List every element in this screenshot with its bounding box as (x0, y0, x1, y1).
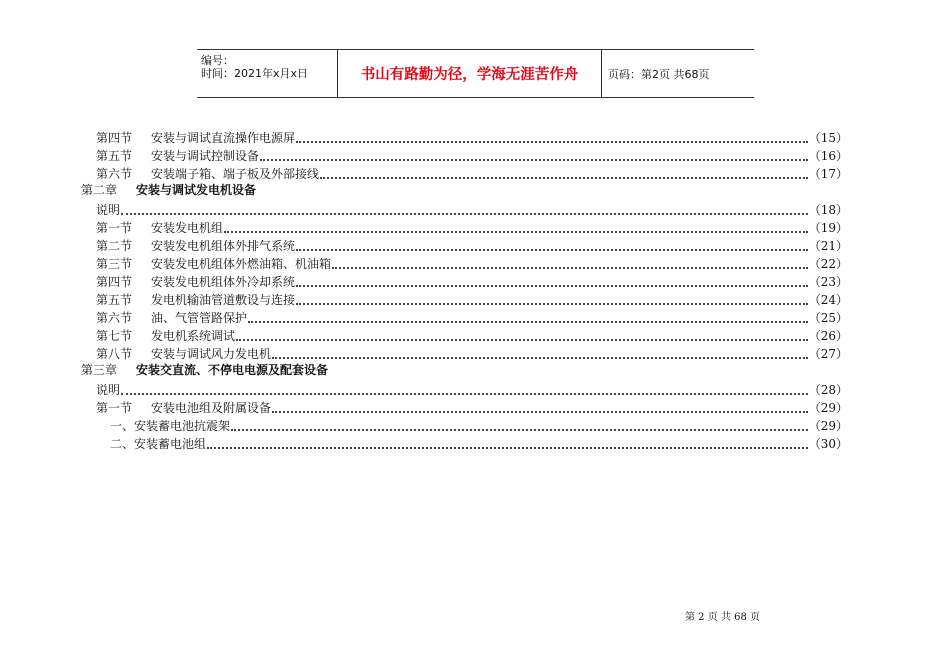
chapter-number: 第二章 (81, 183, 118, 197)
toc-entry[interactable] (96, 309, 848, 326)
toc-entry-title: 二、安装蓄电池组 (110, 437, 207, 451)
toc-chapter-heading[interactable] (81, 363, 328, 380)
header-motto: 书山有路勤为径，学海无涯苦作舟 (338, 50, 602, 97)
toc-leader-dots (332, 267, 808, 269)
toc-entry-number: 第八节 (96, 347, 133, 361)
toc-entry-title: 安装与调试直流操作电源屏 (151, 131, 296, 145)
toc-entry[interactable] (110, 435, 848, 452)
document-number-label: 编号： (201, 54, 234, 67)
toc-leader-dots (121, 393, 808, 395)
page-footer: 第 2 页 共 68 页 (685, 612, 760, 623)
toc-entry-title: 发电机系统调试 (151, 329, 236, 343)
toc-entry-title: 一、安装蓄电池抗震架 (110, 419, 231, 433)
toc-entry-number: 第一节 (96, 221, 133, 235)
toc-entry-page: （26） (808, 329, 848, 343)
toc-entry-title: 安装与调试风力发电机 (151, 347, 272, 361)
toc-leader-dots (224, 231, 808, 233)
toc-entry-title: 安装发电机组体外冷却系统 (151, 275, 296, 289)
toc-entry-number: 说明 (96, 383, 121, 397)
toc-entry-page: （28） (808, 383, 848, 397)
chapter-number: 第三章 (81, 363, 118, 377)
toc-entry[interactable] (96, 129, 848, 146)
toc-entry-number: 第七节 (96, 329, 133, 343)
toc-leader-dots (320, 177, 808, 179)
toc-entry-page: （25） (808, 311, 848, 325)
toc-entry[interactable] (96, 345, 848, 362)
toc-leader-dots (236, 339, 808, 341)
toc-entry-title: 安装端子箱、端子板及外部接线 (151, 167, 320, 181)
toc-entry[interactable] (96, 165, 848, 182)
toc-entry-title: 安装电池组及附属设备 (151, 401, 272, 415)
toc-entry-title: 安装与调试控制设备 (151, 149, 260, 163)
toc-entry-page: （19） (808, 221, 848, 235)
toc-entry[interactable] (110, 417, 848, 434)
toc-entry-page: （18） (808, 203, 848, 217)
toc-entry-page: （29） (808, 401, 848, 415)
toc-entry-page: （15） (808, 131, 848, 145)
header-meta (197, 50, 338, 97)
toc-entry-page: （24） (808, 293, 848, 307)
toc-entry-number: 第二节 (96, 239, 133, 253)
toc-leader-dots (248, 321, 808, 323)
toc-entry[interactable] (96, 237, 848, 254)
toc-entry[interactable] (96, 201, 848, 218)
chapter-title: 安装交直流、不停电电源及配套设备 (136, 363, 329, 377)
toc-leader-dots (296, 249, 808, 251)
toc-entry[interactable] (96, 219, 848, 236)
toc-entry-number: 第六节 (96, 167, 133, 181)
toc-entry-title: 安装发电机组体外燃油箱、机油箱 (151, 257, 332, 271)
toc-entry-number: 第六节 (96, 311, 133, 325)
toc-leader-dots (296, 141, 808, 143)
toc-entry[interactable] (96, 273, 848, 290)
toc-entry-number: 第三节 (96, 257, 133, 271)
header-page-info: 页码：第2页 共68页 (608, 67, 710, 81)
toc-chapter-heading[interactable] (81, 183, 256, 200)
toc-entry-number: 第四节 (96, 131, 133, 145)
toc-leader-dots (260, 159, 808, 161)
toc-entry-page: （17） (808, 167, 848, 181)
toc-entry[interactable] (96, 327, 848, 344)
toc-entry-title: 安装发电机组 (151, 221, 224, 235)
toc-leader-dots (296, 285, 808, 287)
toc-entry-title: 发电机输油管道敷设与连接 (151, 293, 296, 307)
toc-leader-dots (231, 429, 808, 431)
toc-entry[interactable] (96, 399, 848, 416)
toc-leader-dots (296, 303, 808, 305)
toc-entry-page: （23） (808, 275, 848, 289)
toc-entry-page: （22） (808, 257, 848, 271)
toc-entry-number: 第五节 (96, 293, 133, 307)
toc-entry-page: （21） (808, 239, 848, 253)
page-header (197, 49, 754, 98)
toc-entry[interactable] (96, 291, 848, 308)
toc-entry-page: （29） (808, 419, 848, 433)
toc-leader-dots (121, 213, 808, 215)
toc-entry[interactable] (96, 147, 848, 164)
toc-entry-number: 第四节 (96, 275, 133, 289)
toc-entry-page: （27） (808, 347, 848, 361)
document-time-label: 时间：2021年x月x日 (201, 67, 309, 80)
toc-entry-page: （16） (808, 149, 848, 163)
toc-leader-dots (272, 357, 808, 359)
toc-leader-dots (207, 447, 808, 449)
toc-entry-title: 油、气管管路保护 (151, 311, 248, 325)
toc-entry-number: 第五节 (96, 149, 133, 163)
toc-entry-number: 第一节 (96, 401, 133, 415)
toc-entry[interactable] (96, 381, 848, 398)
toc-entry-title: 安装发电机组体外排气系统 (151, 239, 296, 253)
toc-entry[interactable] (96, 255, 848, 272)
toc-entry-number: 说明 (96, 203, 121, 217)
chapter-title: 安装与调试发电机设备 (136, 183, 257, 197)
toc-entry-page: （30） (808, 437, 848, 451)
toc-leader-dots (272, 411, 808, 413)
